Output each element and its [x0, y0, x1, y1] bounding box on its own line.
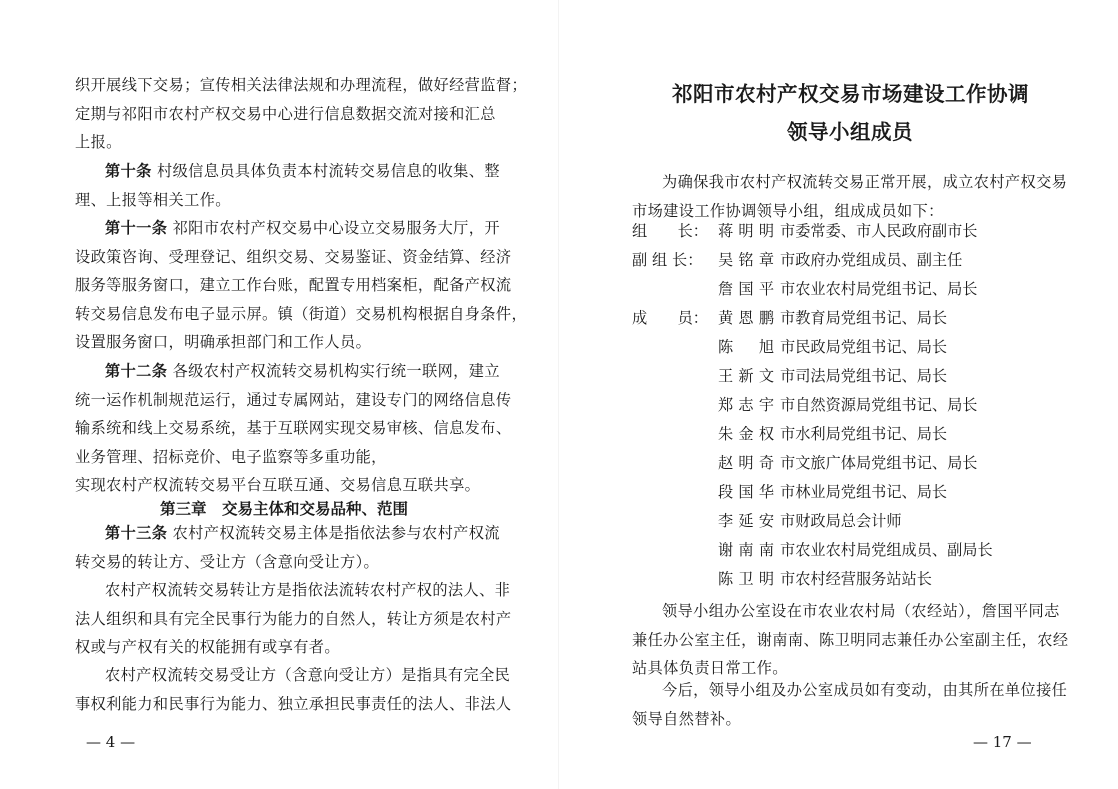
text-line: 农村产权流转交易转让方是指依法流转农村产权的法人、非 — [105, 581, 511, 599]
member-post: 市司法局党组书记、局长 — [780, 367, 948, 385]
member-post: 市政府办党组成员、副主任 — [780, 251, 963, 269]
text-line: 上报。 — [75, 133, 122, 152]
transferor-paragraph — [75, 576, 511, 662]
intro-paragraph — [632, 168, 1067, 225]
member-name: 郑志宇 — [718, 396, 774, 414]
text-line: 祁阳市农村产权交易中心设立交易服务大厅，开 — [172, 219, 500, 237]
member-role: 副 组 长： — [632, 251, 703, 269]
text-line: 织开展线下交易；宣传相关法律法规和办理流程，做好经营监督； — [75, 76, 528, 94]
text-line: 设置服务窗口，明确承担部门和工作人员。 — [75, 333, 372, 352]
text-line: 村级信息员具体负责本村流转交易信息的收集、整 — [157, 162, 500, 180]
article-label: 第十二条 — [105, 362, 168, 380]
article-12 — [75, 357, 511, 500]
text-line: 各级农村产权流转交易机构实行统一联网，建立 — [172, 362, 500, 380]
member-name: 朱金权 — [718, 425, 774, 443]
text-line: 实现农村产权流转交易平台互联互通、交易信息互联共享。 — [75, 476, 481, 495]
member-name: 吴铭章 — [718, 251, 774, 269]
article-label: 第十一条 — [105, 219, 168, 237]
text-line: 转交易的转让方、受让方（含意向受让方）。 — [75, 552, 380, 571]
text-line: 市场建设工作协调领导小组，组成成员如下： — [632, 201, 944, 220]
text-line: 服务等服务窗口，建立工作台账，配置专用档案柜，配备产权流 — [75, 276, 512, 295]
text-line: 领导自然替补。 — [632, 709, 742, 728]
member-name: 詹国平 — [718, 280, 774, 298]
member-name: 李延安 — [718, 512, 774, 530]
text-line: 为确保我市农村产权流转交易正常开展，成立农村产权交易 — [662, 173, 1068, 191]
member-post: 市水利局党组书记、局长 — [780, 425, 948, 443]
article-11 — [75, 214, 527, 357]
closing-paragraph — [632, 676, 1067, 733]
text-line: 兼任办公室主任，谢南南、陈卫明同志兼任办公室副主任，农经 — [632, 630, 1069, 649]
page-divider — [558, 0, 559, 789]
member-name: 黄恩鹏 — [718, 309, 774, 327]
member-post: 市农业农村局党组成员、副局长 — [780, 541, 993, 559]
member-post: 市委常委、市人民政府副市长 — [780, 222, 978, 240]
text-line: 输系统和线上交易系统，基于互联网实现交易审核、信息发布、 — [75, 419, 512, 438]
member-name: 陈卫明 — [718, 570, 774, 588]
member-post: 市教育局党组书记、局长 — [780, 309, 948, 327]
document-title-line1: 祁阳市农村产权交易市场建设工作协调 — [672, 82, 1029, 106]
member-post: 市自然资源局党组书记、局长 — [780, 396, 978, 414]
article-label: 第十三条 — [105, 524, 168, 542]
text-line: 事权利能力和民事行为能力、独立承担民事责任的法人、非法人 — [75, 694, 512, 713]
document-title-line2: 领导小组成员 — [787, 120, 913, 144]
chapter-heading: 第三章 交易主体和交易品种、范围 — [160, 499, 409, 518]
member-name: 王新文 — [718, 367, 774, 385]
text-line: 统一运作机制规范运行，通过专属网站，建设专门的网络信息传 — [75, 390, 512, 409]
text-line: 法人组织和具有完全民事行为能力的自然人，转让方须是农村产 — [75, 609, 512, 628]
member-post: 市农村经营服务站站长 — [780, 570, 932, 588]
member-post: 市财政局总会计师 — [780, 512, 902, 530]
member-name: 段国华 — [718, 483, 774, 501]
text-line: 今后，领导小组及办公室成员如有变动，由其所在单位接任 — [662, 681, 1068, 699]
member-name: 谢南南 — [718, 541, 774, 559]
text-line: 定期与祁阳市农村产权交易中心进行信息数据交流对接和汇总 — [75, 104, 496, 123]
office-paragraph — [632, 597, 1068, 683]
member-post: 市民政局党组书记、局长 — [780, 338, 948, 356]
text-line: 设政策咨询、受理登记、组织交易、交易鉴证、资金结算、经济 — [75, 247, 512, 266]
member-post: 市文旅广体局党组书记、局长 — [780, 454, 978, 472]
text-line: 领导小组办公室设在市农业农村局（农经站），詹国平同志 — [662, 602, 1060, 620]
text-line: 农村产权流转交易受让方（含意向受让方）是指具有完全民 — [105, 666, 511, 684]
continued-paragraph — [75, 71, 527, 157]
text-line: 农村产权流转交易主体是指依法参与农村产权流 — [172, 524, 500, 542]
article-label: 第十条 — [105, 162, 152, 180]
text-line: 站具体负责日常工作。 — [632, 659, 788, 678]
member-role: 成 员： — [632, 309, 708, 327]
transferee-paragraph — [75, 661, 511, 718]
article-13 — [75, 519, 500, 576]
member-name: 蒋明明 — [718, 222, 774, 240]
member-post: 市农业农村局党组书记、局长 — [780, 280, 978, 298]
article-10 — [75, 157, 500, 214]
member-name: 陈旭 — [718, 338, 774, 356]
member-post: 市林业局党组书记、局长 — [780, 483, 948, 501]
member-name: 赵明奇 — [718, 454, 774, 472]
member-role: 组 长： — [632, 222, 708, 240]
page-number: — 17 — — [973, 733, 1032, 751]
page-number: — 4 — — [86, 733, 136, 751]
text-line: 权或与产权有关的权能拥有或享有者。 — [75, 638, 340, 657]
text-line: 业务管理、招标竞价、电子监察等多重功能， — [75, 447, 387, 466]
text-line: 理、上报等相关工作。 — [75, 190, 231, 209]
text-line: 转交易信息发布电子显示屏。镇（街道）交易机构根据自身条件， — [75, 304, 528, 323]
